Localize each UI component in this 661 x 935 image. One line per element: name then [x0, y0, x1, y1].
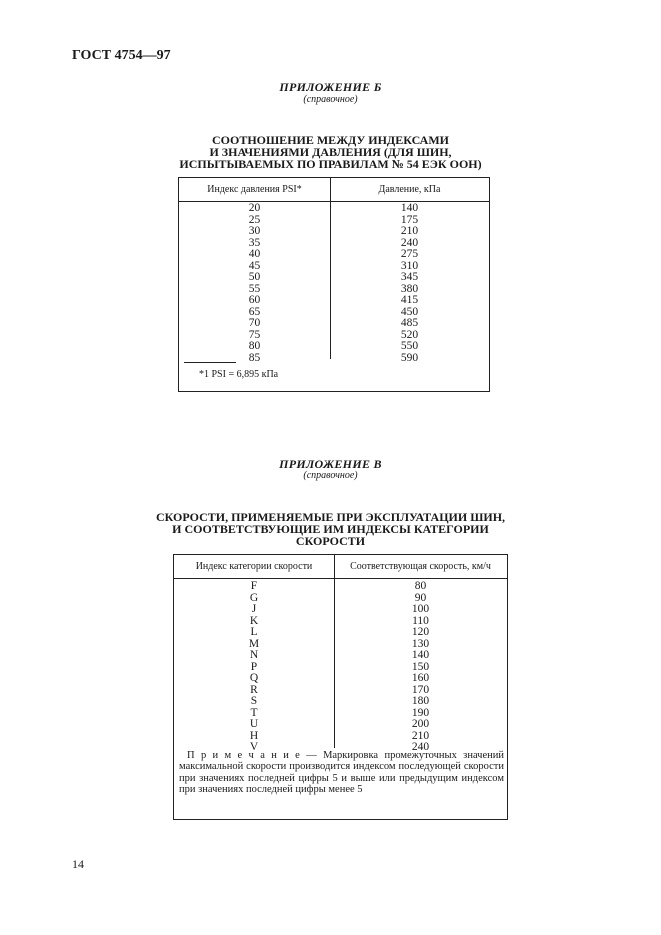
appendix-b-title-line: ИСПЫТЫВАЕМЫХ ПО ПРАВИЛАМ № 54 ЕЭК ООН) — [179, 157, 482, 171]
pressure-kpa-cell: 240 — [400, 236, 419, 249]
speed-kmh-cell: 160 — [411, 672, 430, 684]
pressure-index-cell: 50 — [248, 271, 261, 283]
speed-kmh-cell: 200 — [411, 718, 430, 730]
pressure-index-cell: 70 — [248, 317, 261, 329]
appendix-v-subtitle: (справочное) — [303, 470, 358, 481]
appendix-b-title-line: СООТНОШЕНИЕ МЕЖДУ ИНДЕКСАМИ — [212, 133, 449, 147]
footnote-rule — [184, 362, 236, 363]
pressure-kpa-cell: 550 — [400, 340, 419, 352]
speed-kmh-column — [334, 581, 507, 754]
appendix-v-title-line: И СООТВЕТСТВУЮЩИЕ ИМ ИНДЕКСЫ КАТЕГОРИИ — [172, 522, 489, 536]
speed-kmh-cell: 190 — [411, 706, 430, 719]
appendix-b-subtitle: (справочное) — [303, 94, 358, 105]
pressure-index-header: Индекс давления PSI* — [179, 178, 330, 202]
speed-category-cell: T — [250, 706, 258, 719]
speed-category-cell: P — [250, 660, 258, 673]
page-number: 14 — [72, 857, 84, 871]
pressure-index-cell: 20 — [248, 202, 261, 214]
pressure-kpa-cell: 590 — [400, 351, 419, 364]
pressure-kpa-cell: 415 — [400, 294, 419, 306]
speed-category-cell: K — [249, 614, 259, 627]
pressure-index-cell: 75 — [248, 328, 261, 341]
appendix-v-label: ПРИЛОЖЕНИЕ В — [279, 457, 382, 471]
pressure-index-cell: 55 — [248, 282, 261, 295]
speed-kmh-cell: 90 — [414, 591, 427, 604]
psi-footnote: *1 PSI = 6,895 кПа — [199, 369, 279, 380]
pressure-index-cell: 80 — [248, 340, 261, 352]
appendix-b-title-line: И ЗНАЧЕНИЯМИ ДАВЛЕНИЯ (ДЛЯ ШИН, — [209, 145, 452, 159]
speed-kmh-cell: 120 — [411, 626, 430, 638]
speed-category-cell: M — [248, 637, 260, 650]
pressure-index-cell: 35 — [248, 236, 261, 249]
speed-category-cell: N — [249, 649, 259, 661]
pressure-index-table — [178, 177, 490, 392]
speed-kmh-cell: 240 — [411, 741, 430, 753]
speed-kmh-cell: 100 — [411, 603, 430, 615]
pressure-index-cell: 30 — [248, 225, 261, 237]
speed-category-cell: L — [250, 626, 258, 638]
appendix-b-label: ПРИЛОЖЕНИЕ Б — [279, 80, 382, 94]
pressure-kpa-header: Давление, кПа — [330, 178, 489, 202]
speed-category-column — [174, 581, 334, 754]
pressure-kpa-cell: 485 — [400, 317, 419, 329]
pressure-kpa-cell: 210 — [400, 225, 419, 237]
speed-category-cell: J — [251, 603, 257, 615]
speed-category-cell: G — [249, 591, 259, 604]
note-label: П р и м е ч а н и е — [187, 750, 300, 761]
speed-category-cell: Q — [249, 672, 259, 684]
speed-table-note — [179, 750, 504, 795]
pressure-kpa-cell: 345 — [400, 271, 419, 283]
speed-kmh-cell: 210 — [411, 729, 430, 742]
appendix-v-title — [0, 511, 661, 547]
speed-category-header: Индекс категории скорости — [174, 555, 334, 579]
pressure-kpa-cell: 275 — [400, 248, 419, 260]
speed-kmh-cell: 80 — [414, 580, 427, 592]
pressure-kpa-cell: 140 — [400, 202, 419, 214]
speed-category-cell: S — [250, 695, 258, 707]
appendix-v-title-line: СКОРОСТИ — [295, 534, 366, 548]
pressure-index-cell: 40 — [248, 248, 261, 260]
speed-category-cell: H — [249, 729, 259, 742]
speed-category-cell: R — [250, 683, 258, 696]
speed-kmh-cell: 150 — [411, 660, 430, 673]
pressure-kpa-cell: 520 — [400, 328, 419, 341]
pressure-index-cell: 60 — [248, 294, 261, 306]
pressure-kpa-column — [330, 203, 489, 364]
pressure-index-cell: 85 — [248, 351, 261, 364]
pressure-kpa-cell: 175 — [400, 213, 419, 226]
pressure-index-cell: 45 — [248, 259, 261, 272]
pressure-index-cell: 65 — [248, 305, 261, 318]
pressure-index-cell: 25 — [248, 213, 261, 226]
speed-kmh-cell: 170 — [411, 683, 430, 696]
speed-category-cell: V — [249, 741, 259, 753]
speed-kmh-header: Соответствующая скорость, км/ч — [334, 555, 507, 579]
speed-category-table — [173, 554, 508, 820]
speed-kmh-cell: 110 — [412, 614, 429, 627]
speed-kmh-cell: 130 — [411, 637, 430, 650]
appendix-b-title — [0, 134, 661, 170]
note-text: — Маркировка промежуточных значений максимальной скорости производится индексом последующей скорости при значениях последней цифры 5 и выше или предыдущим индексом при значениях последней цифры менее 5 — [179, 750, 504, 795]
document-code: ГОСТ 4754—97 — [72, 48, 171, 63]
pressure-kpa-cell: 310 — [400, 259, 419, 272]
pressure-kpa-cell: 380 — [400, 282, 419, 295]
speed-category-cell: U — [249, 718, 259, 730]
appendix-v-title-line: СКОРОСТИ, ПРИМЕНЯЕМЫЕ ПРИ ЭКСПЛУАТАЦИИ ШИН, — [155, 510, 506, 524]
pressure-kpa-cell: 450 — [400, 305, 419, 318]
speed-kmh-cell: 140 — [411, 649, 430, 661]
pressure-index-column — [179, 203, 330, 364]
speed-category-cell: F — [250, 580, 258, 592]
speed-kmh-cell: 180 — [411, 695, 430, 707]
